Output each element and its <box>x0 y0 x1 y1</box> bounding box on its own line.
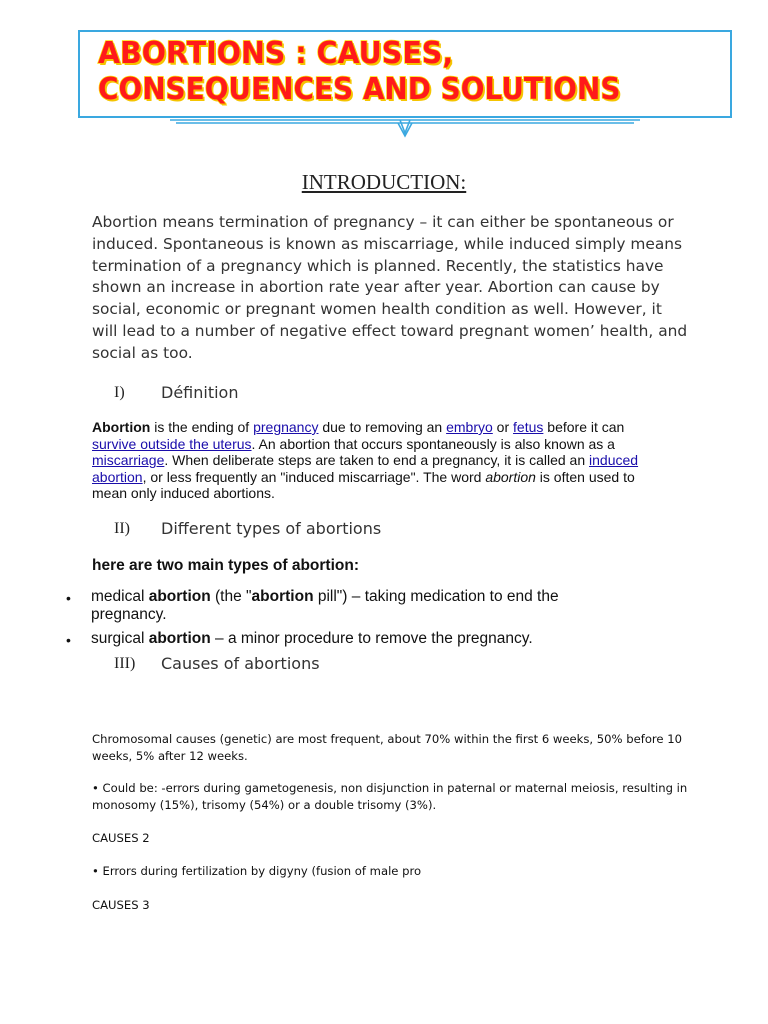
causes-paragraph-1: Chromosomal causes (genetic) are most frequent, about 70% within the first 6 weeks, 50% before 10 weeks, 5% after 12 weeks. <box>92 732 683 763</box>
link-pregnancy[interactable]: pregnancy <box>253 419 319 435</box>
list-item-medical <box>0 588 631 624</box>
causes-label-3: CAUSES 3 <box>92 898 150 912</box>
list-bold: abortion <box>148 588 211 605</box>
introduction-heading: INTRODUCTION: <box>301 170 467 194</box>
abortion-types-list <box>0 588 768 654</box>
list-bold: abortion <box>148 630 211 647</box>
section-number-3: III) <box>114 655 136 672</box>
list-text: – a minor procedure to remove the pregnancy. <box>210 630 533 647</box>
link-embryo[interactable]: embryo <box>446 419 493 435</box>
definition-term: Abortion <box>92 419 151 435</box>
definition-text: . When deliberate steps are taken to end a pregnancy, it is called an <box>164 452 590 468</box>
section-heading-types: Different types of abortions <box>161 519 382 538</box>
list-text: (the " <box>210 588 252 605</box>
list-item-surgical <box>0 630 631 648</box>
section-number-2: II) <box>114 520 130 537</box>
link-miscarriage[interactable]: miscarriage <box>92 452 165 468</box>
definition-text: or <box>492 419 514 435</box>
list-text: medical <box>91 588 149 605</box>
section-heading-causes: Causes of abortions <box>161 654 320 673</box>
link-survive-outside-uterus[interactable]: survive outside the uterus <box>92 435 252 452</box>
banner-title-line-2: CONSEQUENCES AND SOLUTIONS <box>98 72 621 107</box>
link-induced-abortion[interactable]: induced abortion <box>92 452 639 485</box>
introduction-paragraph: Abortion means termination of pregnancy – it can either be spontaneous or induced. Spontaneous is known as miscarriage, while induced simply means termination of a pregnancy which is planned. Recently, the statistics have shown an increase in abortion rate year after year. Abortion can cause by social, economic or pregnant women health condition as well. However, it will lead to a number of negative effect toward pregnant women’ health, and social as too. <box>92 213 688 362</box>
causes-paragraph-3: • Errors during fertilization by digyny (fusion of male pro <box>92 864 422 878</box>
definition-text: due to removing an <box>318 419 447 435</box>
bullet-dot: • <box>66 590 71 606</box>
list-text: surgical <box>91 630 149 647</box>
definition-text: is often used to mean only induced abortions. <box>92 468 635 501</box>
definition-text: is the ending of <box>150 419 254 435</box>
banner-title-line-1: ABORTIONS : CAUSES, <box>98 36 454 71</box>
list-text: pill") – taking medication to end the pregnancy. <box>91 588 559 623</box>
types-intro: here are two main types of abortion: <box>92 557 359 574</box>
banner-arrow-shape <box>170 116 640 138</box>
definition-text: , or less frequently an "induced miscarriage". The word <box>142 468 486 485</box>
section-number-1: I) <box>114 384 125 401</box>
causes-label-2: CAUSES 2 <box>92 831 150 845</box>
title-banner <box>78 30 732 118</box>
list-bold: abortion <box>251 588 314 605</box>
definition-text: . An abortion that occurs spontaneously is also known as a <box>251 435 615 452</box>
link-fetus[interactable]: fetus <box>513 419 544 435</box>
bullet-dot: • <box>66 632 71 648</box>
definition-paragraph <box>92 419 672 502</box>
section-heading-definition: Définition <box>161 383 239 402</box>
causes-paragraph-2: • Could be: -errors during gametogenesis, non disjunction in paternal or maternal meiosis, resulting in monosomy (15%), trisomy (54%) or a double trisomy (3%). <box>92 781 688 812</box>
definition-italic-word: abortion <box>485 468 536 485</box>
definition-text: before it can <box>543 419 625 435</box>
